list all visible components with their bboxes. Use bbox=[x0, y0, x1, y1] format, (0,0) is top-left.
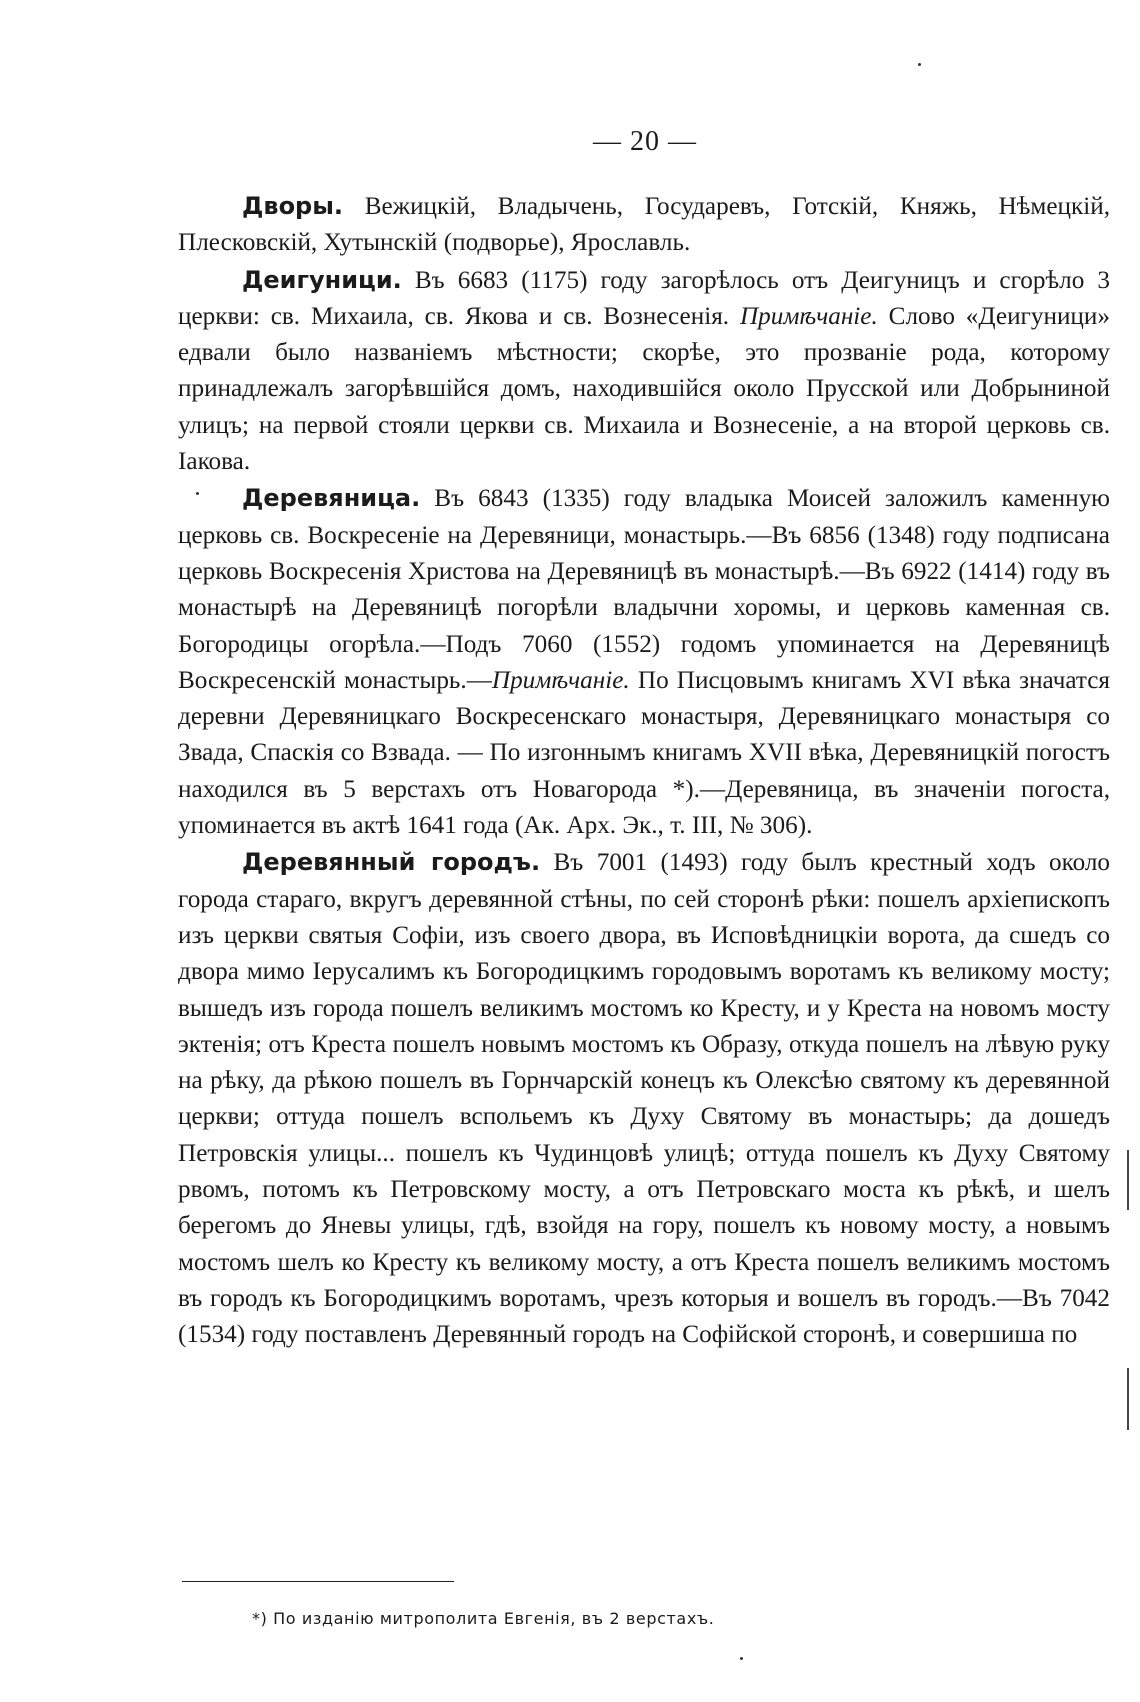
entry-paragraph bbox=[178, 262, 1110, 481]
main-text bbox=[178, 188, 1110, 1354]
entry-paragraph bbox=[178, 480, 1110, 844]
entry-term: Дворы. bbox=[242, 192, 344, 220]
note-label: Примѣчаніе. bbox=[739, 302, 878, 330]
entry-text: Слово «Деигуници» едвали было названіемъ мѣстности; скорѣе, это прозваніе рода, которому принадлежалъ загорѣвшійся домъ, находившійся около Прусской или Добрыниной улицъ; на первой стояли церкви св. Михаила и Вознесеніе, а на второй церковь св. Іакова. bbox=[178, 302, 1110, 476]
entry-paragraph bbox=[178, 844, 1110, 1353]
entry-text: Вежицкій, Владычень, Государевъ, Готскій, Княжь, Нѣмецкій, Плесковскій, Хутынскій (подворье), Ярославль. bbox=[178, 193, 1110, 257]
entry-term: Деревянный городъ. bbox=[242, 848, 541, 877]
entry-term: Деревяница. bbox=[242, 484, 421, 513]
scan-speck bbox=[196, 492, 199, 495]
footnote: *) По изданію митрополита Евгенія, въ 2 верстахъ. bbox=[252, 1609, 715, 1628]
scan-edge-line bbox=[1127, 1150, 1129, 1210]
scan-speck bbox=[918, 63, 921, 66]
entry-text: По Писцовымъ книгамъ XVI вѣка значатся деревни Деревяницкаго Воскресенскаго монастыря, Деревяницкаго монастыря со Звада, Спаскія со Взвада. — По изгоннымъ книгамъ XVII вѣка, Деревяницкій погостъ находился въ 5 верстахъ отъ Новагорода *).—Деревяница, въ значеніи погоста, упоминается въ актѣ 1641 года (Ак. Арх. Эк., т. III, № 306). bbox=[178, 666, 1110, 840]
scan-edge-line bbox=[1127, 1368, 1129, 1430]
footnote-divider bbox=[182, 1581, 454, 1582]
entry-text: Въ 6843 (1335) году владыка Моисей заложилъ каменную церковь св. Воскресеніе на Деревяници, монастырь.—Въ 6856 (1348) году подписана церковь Воскресенія Христова на Деревяницѣ въ монастырѣ.—Въ 6922 (1414) году въ монастырѣ на Деревяницѣ погорѣли владычни хоромы, и церковь каменная св. Богородицы огорѣла.—Подъ 7060 (1552) годомъ упоминается на Деревяницѣ Воскресенскій монастырь.— bbox=[178, 485, 1110, 694]
entry-text: Въ 6683 (1175) году загорѣлось отъ Деигуницъ и сгорѣло 3 церкви: св. Михаила, св. Якова и св. Вознесенія. bbox=[178, 266, 1110, 330]
entry-paragraph bbox=[178, 188, 1110, 262]
note-label: Примѣчаніе. bbox=[491, 666, 630, 694]
entry-term: Деигуници. bbox=[242, 265, 402, 294]
entry-text: Въ 7001 (1493) году былъ крестный ходъ около города стараго, вкругъ деревянной стѣны, по сей сторонѣ рѣки: пошелъ архіепископъ изъ церкви святыя Софіи, изъ своего двора, въ Исповѣдницкіи ворота, да сшедъ со двора мимо Іерусалимъ къ Богородицкимъ городовымъ воротамъ къ великому мосту; вышедъ изъ города пошелъ великимъ мостомъ ко Кресту, и у Креста на новомъ мосту эктенія; отъ Креста пошелъ новымъ мостомъ къ Образу, откуда пошелъ на лѣвую руку на рѣку, да рѣкою пошелъ въ Горнчарскій конецъ къ Олексѣю святому къ деревянной церкви; оттуда пошелъ вспольемъ къ Духу Святому въ монастырь; да дошедъ Петровскія улицы... пошелъ къ Чудинцовѣ улицѣ; оттуда пошелъ къ Духу Святому рвомъ, потомъ къ Петровскому мосту, а отъ Петровскаго моста къ рѣкѣ, и шелъ берегомъ до Яневы улицы, гдѣ, взойдя на гору, пошелъ къ новому мосту, а новымъ мостомъ шелъ ко Кресту къ великому мосту, а отъ Креста пошелъ великимъ мостомъ въ городъ къ Богородицкимъ воротамъ, чрезъ которыя и вошелъ въ городъ.—Въ 7042 (1534) году поставленъ Деревянный городъ на Софійской сторонѣ, и совершиша по bbox=[178, 849, 1110, 1349]
page-number: — 20 — bbox=[593, 126, 697, 157]
scan-speck bbox=[740, 1657, 743, 1660]
